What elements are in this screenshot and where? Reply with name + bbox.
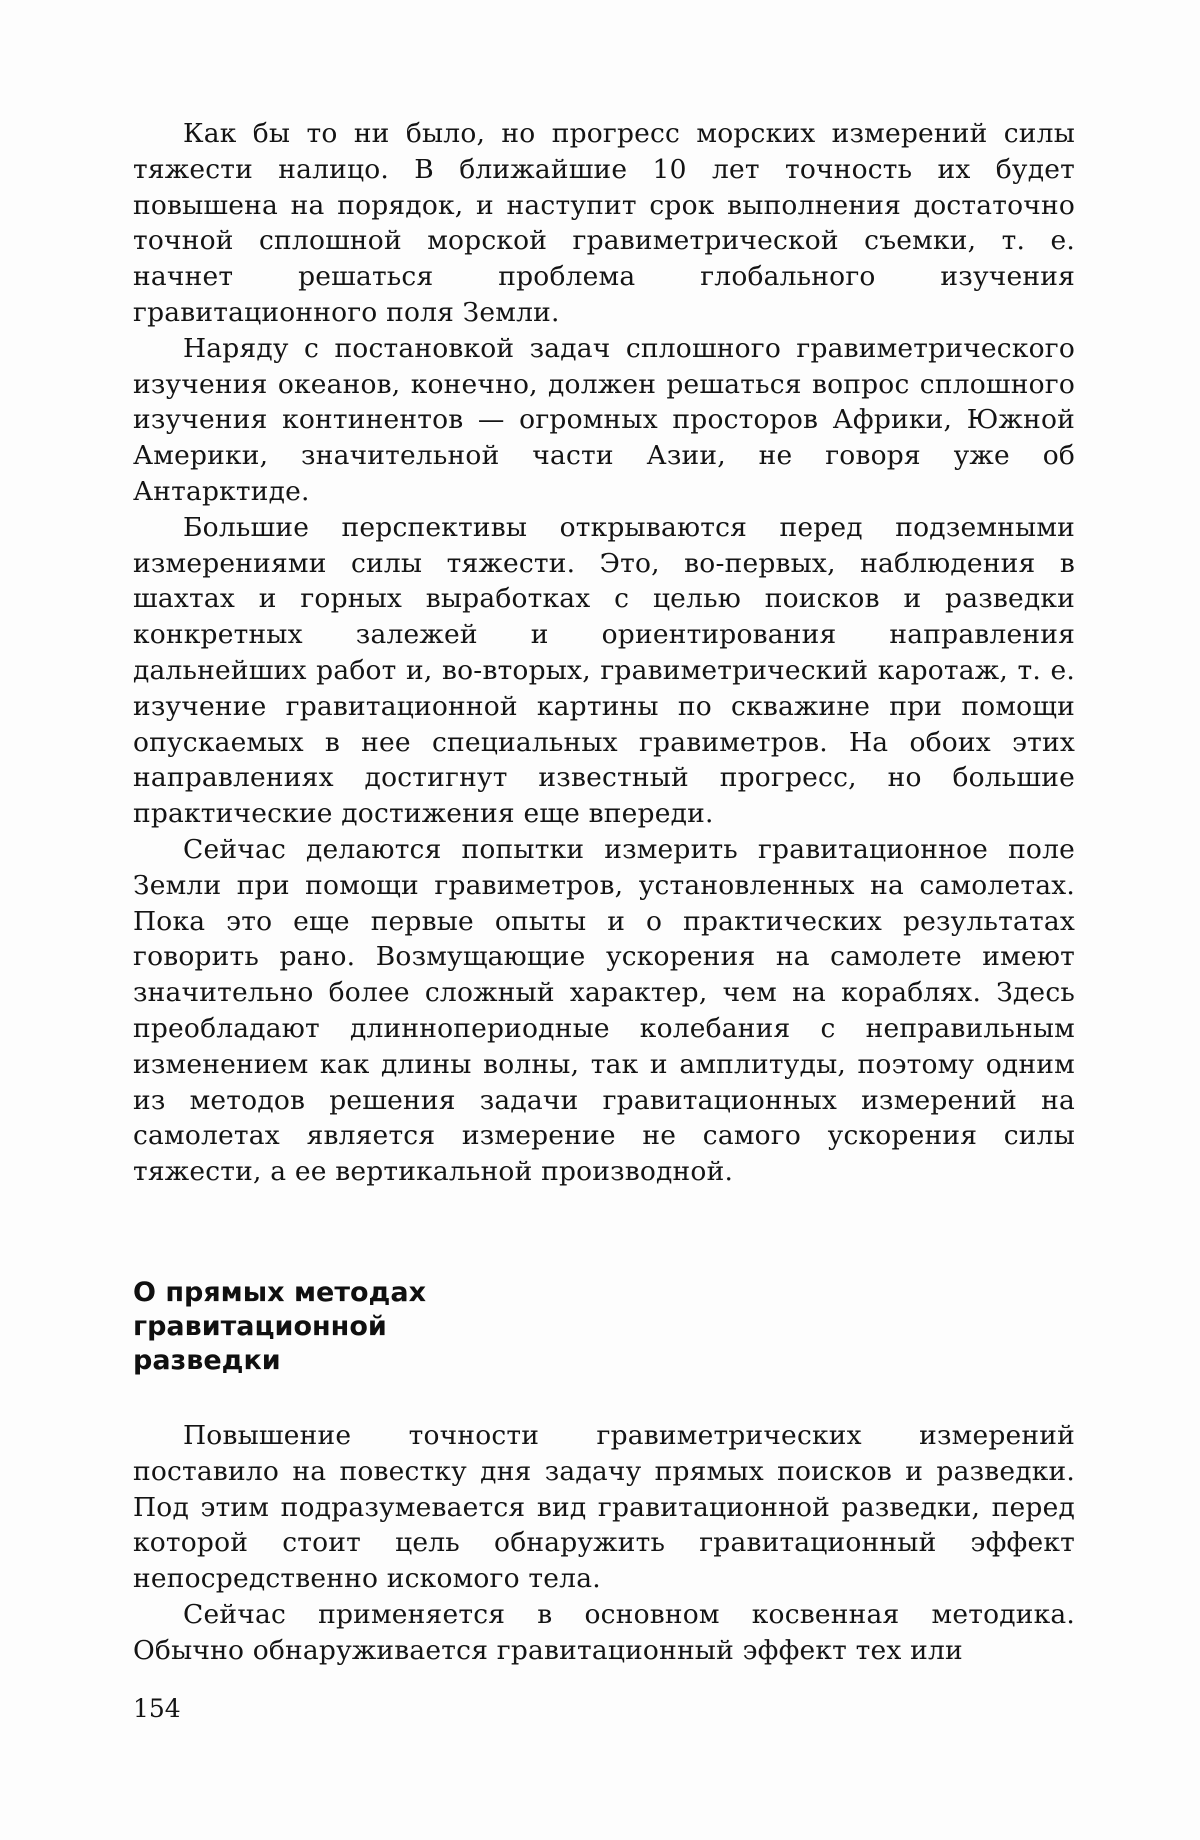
body-text-bottom <box>133 1418 1075 1669</box>
section-heading-line: гравитационной <box>133 1311 387 1342</box>
paragraph: Как бы то ни было, но прогресс морских измерений силы тяжести налицо. В ближайшие 10 лет точность их будет повышена на порядок, и наступит срок выполнения достаточно точной сплошной морской гравиметрической съемки, т. е. начнет решаться проблема глобального изучения гравитационного поля Земли. <box>133 118 1075 328</box>
paragraph: Сейчас применяется в основном косвенная методика. Обычно обнаруживается гравитационный эффект тех или <box>133 1598 1075 1666</box>
paragraph: Наряду с постановкой задач сплошного гравиметрического изучения океанов, конечно, должен решаться вопрос сплошного изучения континентов — огромных просторов Африки, Южной Америки, значительной части Азии, не говоря уже об Антарктиде. <box>133 332 1075 507</box>
section-heading <box>133 1276 553 1378</box>
body-text-top <box>133 116 1075 1190</box>
page-number: 154 <box>133 1694 181 1723</box>
section-heading-line: О прямых методах <box>133 1277 426 1308</box>
paragraph: Повышение точности гравиметрических измерений поставило на повестку дня задачу прямых поисков и разведки. Под этим подразумевается вид гравитационной разведки, перед которой стоит цель обнаружить гравитационный эффект непосредственно искомого тела. <box>133 1420 1075 1595</box>
section-heading-line: разведки <box>133 1345 281 1376</box>
paragraph: Сейчас делаются попытки измерить гравитационное поле Земли при помощи гравиметров, установленных на самолетах. Пока это еще первые опыты и о практических результатах говорить рано. Возмущающие ускорения на самолете имеют значительно более сложный характер, чем на кораблях. Здесь преобладают длиннопериодные колебания с неправильным изменением как длины волны, так и амплитуды, поэтому одним из методов решения задачи гравитационных измерений на самолетах является измерение не самого ускорения силы тяжести, а ее вертикальной производной. <box>133 833 1075 1188</box>
paragraph: Большие перспективы открываются перед подземными измерениями силы тяжести. Это, во-первых, наблюдения в шахтах и горных выработках с целью поисков и разведки конкретных залежей и ориентирования направления дальнейших работ и, во-вторых, гравиметрический каротаж, т. е. изучение гравитационной картины по скважине при помощи опускаемых в нее специальных гравиметров. На обоих этих направлениях достигнут известный прогресс, но большие практические достижения еще впереди. <box>133 511 1075 830</box>
